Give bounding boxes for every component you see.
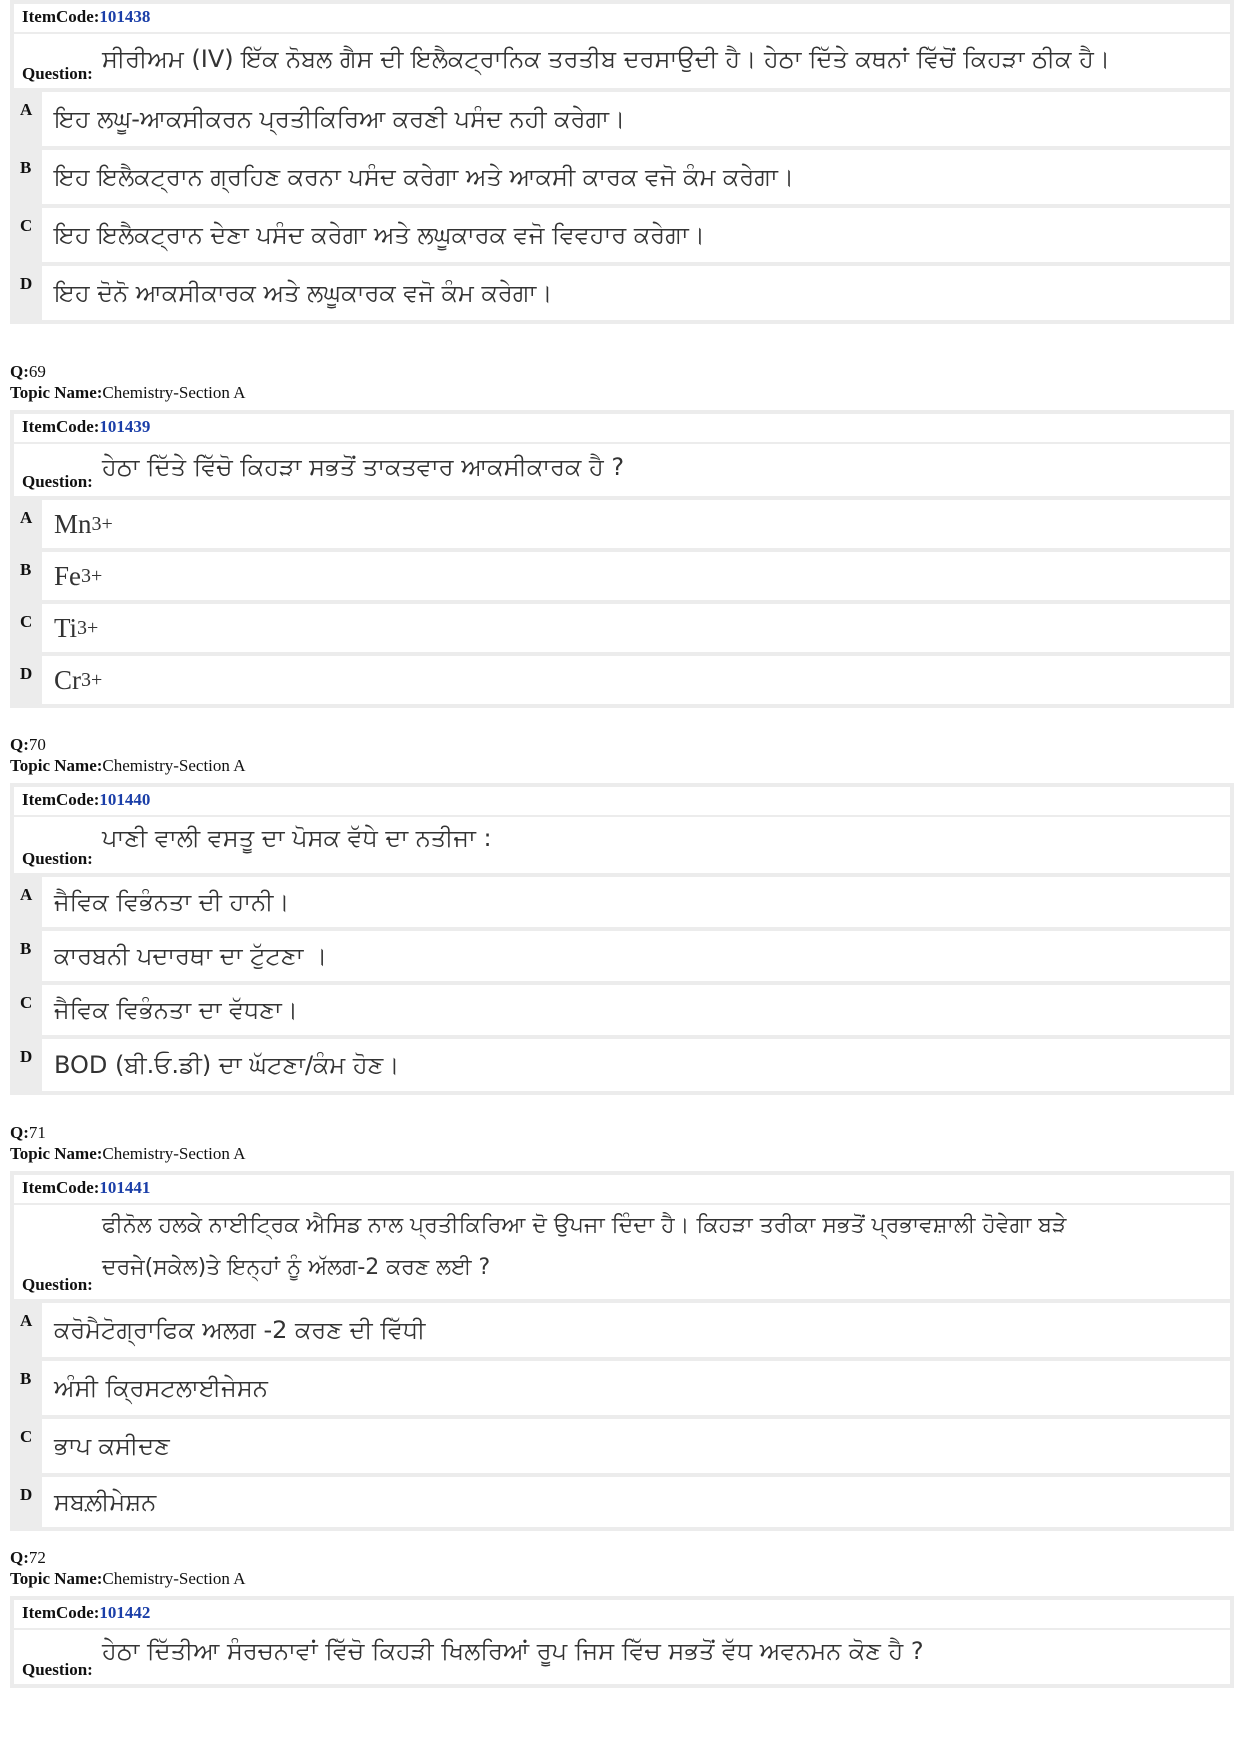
item-code-row: ItemCode:101441 <box>14 1175 1230 1203</box>
option-b[interactable]: B ਕਾਰਬਨੀ ਪਦਾਰਥਾ ਦਾ ਟੁੱਟਣਾ । <box>14 931 1230 981</box>
item-code-row: ItemCode:101438 <box>14 4 1230 32</box>
question-label: Question: <box>22 1275 93 1294</box>
option-a[interactable]: A ਜੈਵਿਕ ਵਿਭੰਨਤਾ ਦੀ ਹਾਨੀ। <box>14 877 1230 927</box>
item-code: 101438 <box>99 7 151 26</box>
option-c[interactable]: C ਜੈਵਿਕ ਵਿਭੰਨਤਾ ਦਾ ਵੱਧਣਾ। <box>14 985 1230 1035</box>
question-row <box>14 34 1230 88</box>
question-header-69: Q:69 Topic Name:Chemistry-Section A <box>10 362 246 402</box>
item-code: 101440 <box>99 790 151 809</box>
question-card-101441 <box>10 1171 1234 1531</box>
question-text: ਹੇਠਾ ਦਿੱਤੇ ਵਿੱਚੋ ਕਿਹੜਾ ਸਭਤੋਂ ਤਾਕਤਵਾਰ ਆਕਸੀਕਾਰਕ ਹੈ ? <box>102 453 625 481</box>
option-text: ਸਬਲ਼ੀਮੇਸ਼ਨ <box>42 1477 1230 1527</box>
option-text: ਇਹ ਦੋਨੋ ਆਕਸੀਕਾਰਕ ਅਤੇ ਲਘੂਕਾਰਕ ਵਜੋ ਕੰਮ ਕਰੇਗਾ। <box>42 266 1230 320</box>
item-code-row: ItemCode:101440 <box>14 787 1230 815</box>
option-a[interactable]: A ਕਰੋਮੈਟੋਗ੍ਰਾਫਿਕ ਅਲਗ -2 ਕਰਣ ਦੀ ਵਿੱਧੀ <box>14 1303 1230 1357</box>
question-text: ਪਾਣੀ ਵਾਲੀ ਵਸਤੂ ਦਾ ਪੋਸਕ ਵੱਧੇ ਦਾ ਨਤੀਜਾ : <box>102 824 492 852</box>
option-text: ਕਾਰਬਨੀ ਪਦਾਰਥਾ ਦਾ ਟੁੱਟਣਾ । <box>42 931 1230 981</box>
option-text: Fe 3+ <box>42 552 1230 600</box>
option-letter: A <box>14 92 42 146</box>
option-b[interactable]: B Fe 3+ <box>14 552 1230 600</box>
item-code: 101439 <box>99 417 151 436</box>
question-row <box>14 817 1230 873</box>
option-a[interactable]: A Mn 3+ <box>14 500 1230 548</box>
question-text: ਹੇਠਾ ਦਿੱਤੀਆ ਸੰਰਚਨਾਵਾਂ ਵਿੱਚੋ ਕਿਹੜੀ ਖਿਲਰਿਆਂ ਰੂਪ ਜਿਸ ਵਿੱਚ ਸਭਤੋਂ ਵੱਧ ਅਵਨਮਨ ਕੋਣ ਹੈ ? <box>102 1637 924 1665</box>
question-card-101439 <box>10 410 1234 708</box>
option-text: ਇਹ ਇਲੈਕਟ੍ਰਾਨ ਗ੍ਰਹਿਣ ਕਰਨਾ ਪਸੰਦ ਕਰੇਗਾ ਅਤੇ ਆਕਸੀ ਕਾਰਕ ਵਜੋ ਕੰਮ ਕਰੇਗਾ। <box>42 150 1230 204</box>
option-a[interactable] <box>14 92 1230 146</box>
option-d[interactable]: D Cr 3+ <box>14 656 1230 704</box>
option-text: ਭਾਪ ਕਸੀਦਣ <box>42 1419 1230 1473</box>
topic-name: Chemistry-Section A <box>102 1569 246 1588</box>
option-letter: C <box>14 208 42 262</box>
question-row <box>14 1205 1230 1299</box>
option-letter: D <box>14 266 42 320</box>
question-number: 71 <box>28 1123 46 1142</box>
question-text: ਫੀਨੋਲ ਹਲਕੇ ਨਾਈਟ੍ਰਿਕ ਐਸਿਡ ਨਾਲ ਪ੍ਰਤੀਕਿਰਿਆ ਦੋ ਉਪਜਾ ਦਿੰਦਾ ਹੈ। ਕਿਹੜਾ ਤਰੀਕਾ ਸਭਤੋਂ ਪ੍ਰਭਾਵਸ਼ਾਲੀ ਹੋਵੇਗਾ ਬੜੇ ਦਰਜੇ(ਸਕੇਲ)ਤੇ ਇਨ੍ਹਾਂ ਨੂੰ ਅੱਲਗ-2 ਕਰਣ ਲਈ ? <box>102 1213 1067 1280</box>
option-c[interactable] <box>14 208 1230 262</box>
question-label: Question: <box>22 472 93 491</box>
question-label: Question: <box>22 849 93 868</box>
option-d[interactable]: D BOD (ਬੀ.ਓ.ਡੀ) ਦਾ ਘੱਟਣਾ/ਕੰਮ ਹੋਣ। <box>14 1039 1230 1091</box>
option-text: Mn 3+ <box>42 500 1230 548</box>
question-number: 72 <box>28 1548 46 1567</box>
question-row <box>14 444 1230 496</box>
option-text: ਜੈਵਿਕ ਵਿਭੰਨਤਾ ਦਾ ਵੱਧਣਾ। <box>42 985 1230 1035</box>
item-code: 101441 <box>99 1178 151 1197</box>
question-header-72: Q:72 Topic Name:Chemistry-Section A <box>10 1548 246 1588</box>
option-d[interactable] <box>14 266 1230 320</box>
question-number: 69 <box>28 362 46 381</box>
topic-name: Chemistry-Section A <box>102 756 246 775</box>
question-card-101442 <box>10 1596 1234 1688</box>
option-text: BOD (ਬੀ.ਓ.ਡੀ) ਦਾ ਘੱਟਣਾ/ਕੰਮ ਹੋਣ। <box>42 1039 1230 1091</box>
item-code-row: ItemCode:101439 <box>14 414 1230 442</box>
option-text: ਅੰਸੀ ਕ੍ਰਿਸਟਲਾਈਜੇਸਨ <box>42 1361 1230 1415</box>
topic-name: Chemistry-Section A <box>102 383 246 402</box>
question-text: ਸੀਰੀਅਮ (IV) ਇੱਕ ਨੋਬਲ ਗੈਸ ਦੀ ਇਲੈਕਟ੍ਰਾਨਿਕ ਤਰਤੀਬ ਦਰਸਾਉਦੀ ਹੈ। ਹੇਠਾ ਦਿੱਤੇ ਕਥਨਾਂ ਵਿੱਚੋਂ ਕਿਹੜਾ ਠੀਕ ਹੈ। <box>102 45 1111 73</box>
option-d[interactable]: D ਸਬਲ਼ੀਮੇਸ਼ਨ <box>14 1477 1230 1527</box>
question-card-101438 <box>10 0 1234 324</box>
question-card-101440 <box>10 783 1234 1095</box>
question-label: Question: <box>22 64 93 83</box>
question-label: Question: <box>22 1660 93 1679</box>
topic-name: Chemistry-Section A <box>102 1144 246 1163</box>
question-number: 70 <box>28 735 46 754</box>
question-header-70: Q:70 Topic Name:Chemistry-Section A <box>10 735 246 775</box>
option-text: Cr 3+ <box>42 656 1230 704</box>
option-letter: B <box>14 150 42 204</box>
option-text: Ti 3+ <box>42 604 1230 652</box>
option-text: ਜੈਵਿਕ ਵਿਭੰਨਤਾ ਦੀ ਹਾਨੀ। <box>42 877 1230 927</box>
option-c[interactable]: C ਭਾਪ ਕਸੀਦਣ <box>14 1419 1230 1473</box>
question-row <box>14 1630 1230 1684</box>
question-header-71: Q:71 Topic Name:Chemistry-Section A <box>10 1123 246 1163</box>
option-text: ਇਹ ਲਘੂ-ਆਕਸੀਕਰਨ ਪ੍ਰਤੀਕਿਰਿਆ ਕਰਣੀ ਪਸੰਦ ਨਹੀ ਕਰੇਗਾ। <box>42 92 1230 146</box>
option-b[interactable] <box>14 150 1230 204</box>
option-text: ਇਹ ਇਲੈਕਟ੍ਰਾਨ ਦੇਣਾ ਪਸੰਦ ਕਰੇਗਾ ਅਤੇ ਲਘੂਕਾਰਕ ਵਜੋ ਵਿਵਹਾਰ ਕਰੇਗਾ। <box>42 208 1230 262</box>
item-code: 101442 <box>99 1603 151 1622</box>
option-c[interactable]: C Ti 3+ <box>14 604 1230 652</box>
item-code-row: ItemCode:101442 <box>14 1600 1230 1628</box>
option-b[interactable]: B ਅੰਸੀ ਕ੍ਰਿਸਟਲਾਈਜੇਸਨ <box>14 1361 1230 1415</box>
option-text: ਕਰੋਮੈਟੋਗ੍ਰਾਫਿਕ ਅਲਗ -2 ਕਰਣ ਦੀ ਵਿੱਧੀ <box>42 1303 1230 1357</box>
